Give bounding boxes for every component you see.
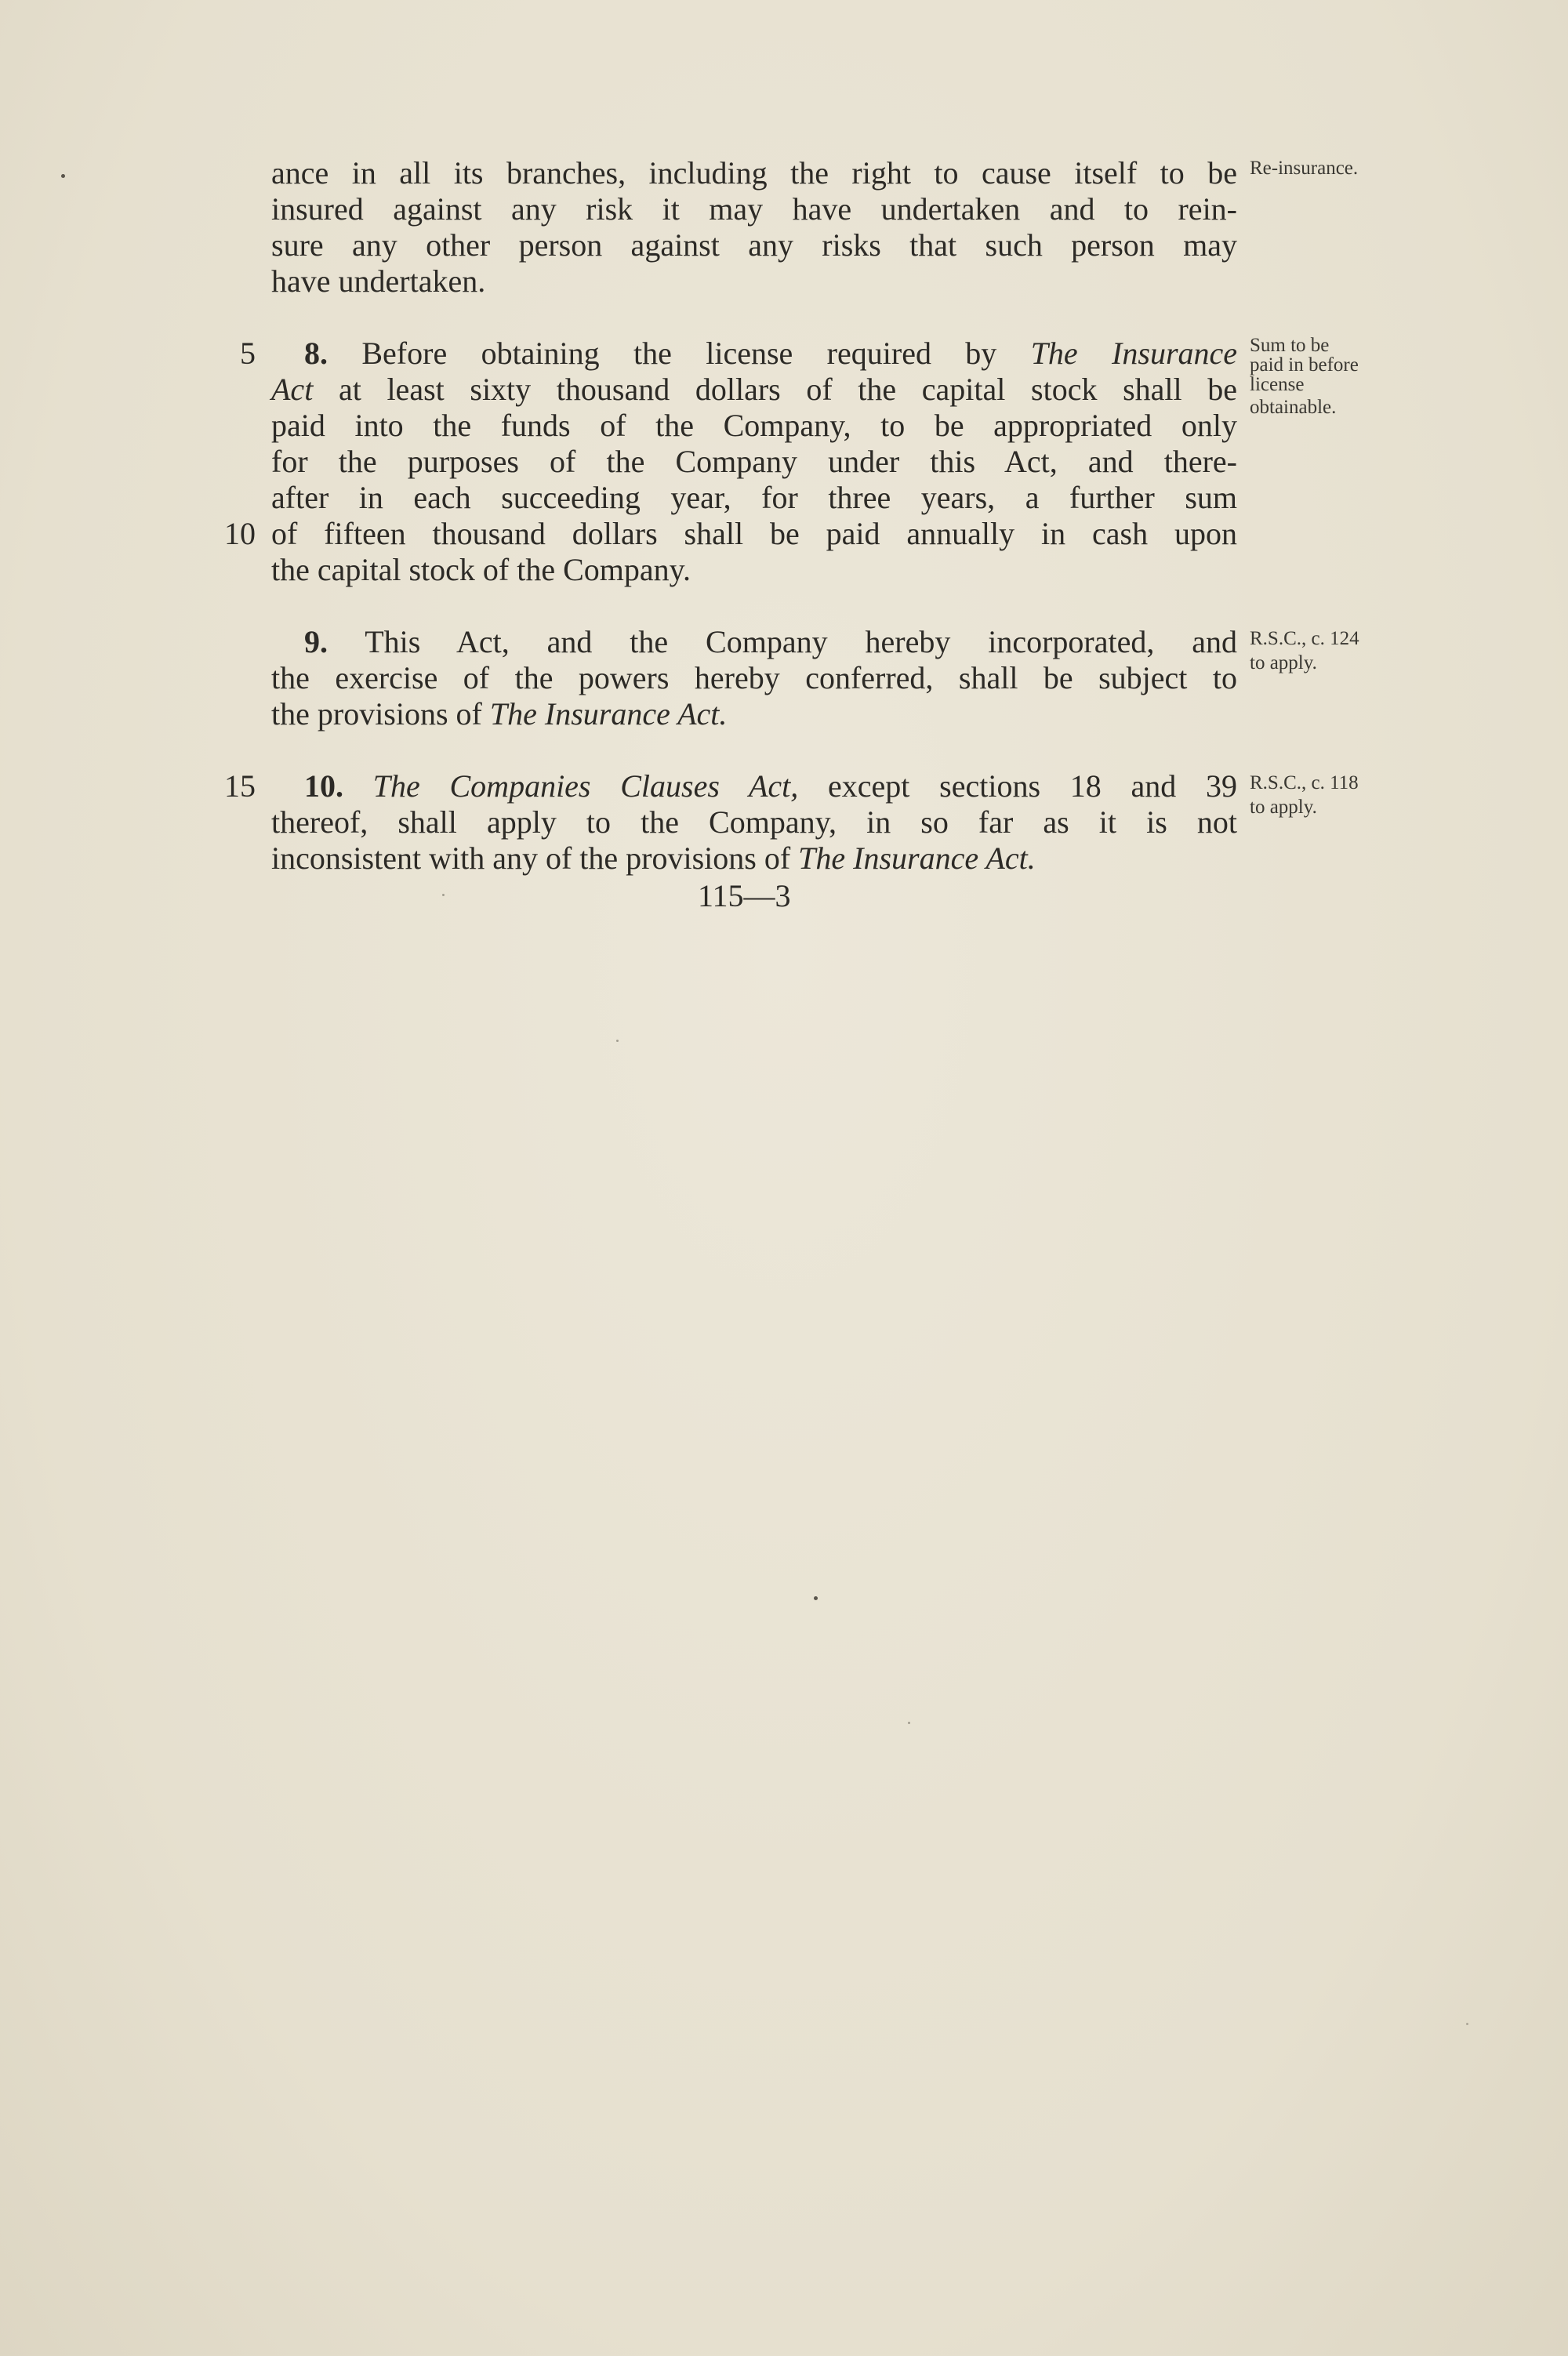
section10-line-2: thereof, shall apply to the Company, in so far as it is not <box>271 804 1237 840</box>
paper-speck <box>61 174 65 178</box>
margin-note-section8-line-4: obtainable. <box>1250 397 1337 418</box>
reinsurance-line-4: have undertaken. <box>271 263 486 299</box>
margin-note-section9-line-2: to apply. <box>1250 652 1317 673</box>
margin-note-section10-line-1: R.S.C., c. 118 <box>1250 772 1359 793</box>
reinsurance-line-3: sure any other person against any risks that such person may <box>271 227 1237 263</box>
section8-line1-italic: The Insurance <box>1030 336 1238 371</box>
section10-line-1 <box>304 768 1237 804</box>
margin-note-section8 <box>1250 336 1422 417</box>
reinsurance-line-2: insured against any risk it may have undertaken and to rein- <box>271 191 1237 227</box>
section9-line-1 <box>304 624 1237 660</box>
margin-note-section10 <box>1250 773 1422 817</box>
section10-line3-text: inconsistent with any of the provisions of <box>271 840 791 876</box>
line-number-5: 5 <box>240 336 256 371</box>
section10-line3-italic: The Insurance Act. <box>798 840 1036 876</box>
section9-line3-text: the provisions of <box>271 696 482 731</box>
paper-speck <box>442 894 445 896</box>
margin-note-section9 <box>1250 629 1422 673</box>
section10-line-3 <box>271 840 1237 877</box>
paper-speck <box>1466 2023 1468 2025</box>
paper-speck <box>616 1040 619 1042</box>
section10-number: 10. <box>304 768 343 804</box>
section8-line-6: of fifteen thousand dollars shall be paid annually in cash upon <box>271 516 1237 551</box>
section8-line-1 <box>304 336 1237 372</box>
section9-number: 9. <box>304 624 328 659</box>
section8-line-7: the capital stock of the Company. <box>271 552 691 587</box>
paper-speck <box>908 1722 910 1724</box>
bill-number: 115—3 <box>698 878 791 913</box>
margin-note-section8-line-2: paid in before <box>1250 354 1359 376</box>
section8-line1-text: Before obtaining the license required by <box>361 336 997 371</box>
section9-line-3 <box>271 696 1237 732</box>
margin-note-section9-line-1: R.S.C., c. 124 <box>1250 628 1359 649</box>
section9-line-2: the exercise of the powers hereby conferred, shall be subject to <box>271 660 1237 695</box>
section9-line1-text: This Act, and the Company hereby incorporated, and <box>365 624 1238 659</box>
margin-note-section8-line-1: Sum to be <box>1250 335 1330 356</box>
paper-speck <box>814 1596 818 1600</box>
section8-line-2 <box>271 372 1237 408</box>
section8-line2-text: at least sixty thousand dollars of the capital stock shall be <box>338 372 1238 407</box>
reinsurance-line-1: ance in all its branches, including the right to cause itself to be <box>271 155 1237 191</box>
section8-line-3: paid into the funds of the Company, to be appropriated only <box>271 408 1237 443</box>
section8-line2-italic: Act <box>271 372 314 407</box>
section8-number: 8. <box>304 336 328 371</box>
margin-note-section8-line-3: license <box>1250 374 1305 395</box>
section9-line3-italic: The Insurance Act. <box>489 696 728 731</box>
margin-note-reinsurance: Re-insurance. <box>1250 158 1359 179</box>
section8-line-5: after in each succeeding year, for three years, a further sum <box>271 480 1237 515</box>
section10-line1-italic: The Companies Clauses Act, <box>372 768 799 804</box>
section8-line-4: for the purposes of the Company under this Act, and there- <box>271 444 1237 479</box>
line-number-10: 10 <box>224 516 256 551</box>
section10-line1-text: except sections 18 and 39 <box>828 768 1238 804</box>
margin-note-section10-line-2: to apply. <box>1250 797 1317 818</box>
line-number-15: 15 <box>224 768 256 804</box>
